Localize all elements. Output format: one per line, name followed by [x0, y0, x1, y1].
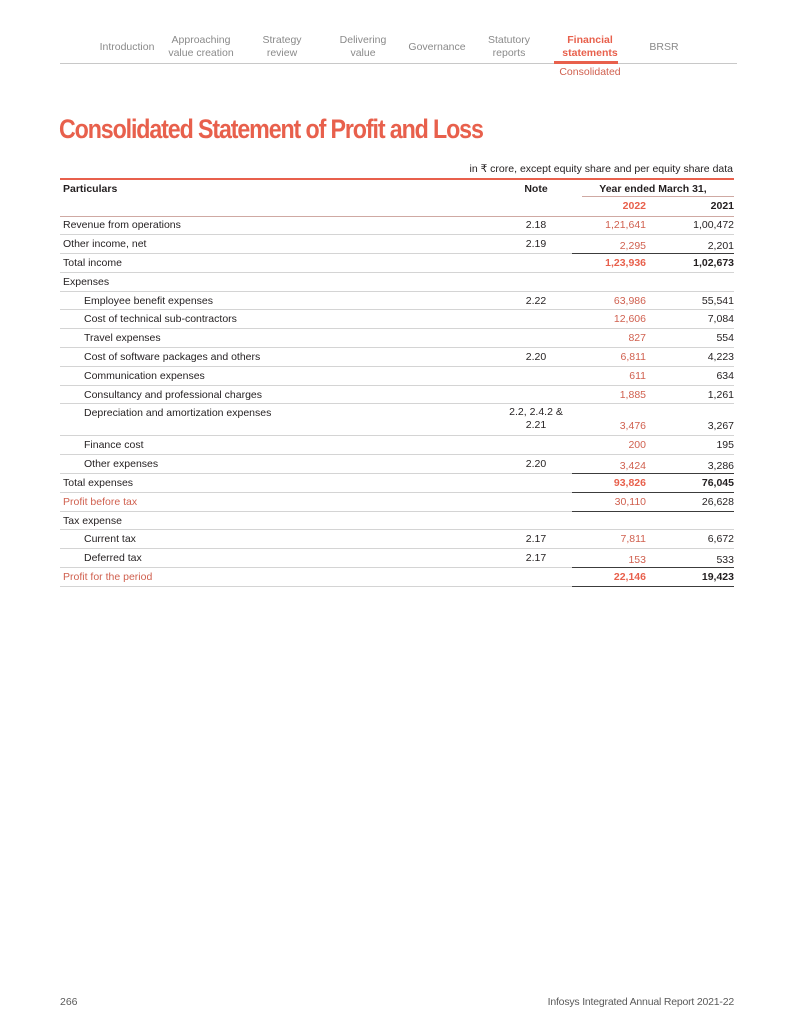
table-row — [60, 549, 734, 568]
row-label: Finance cost — [60, 436, 500, 455]
row-value-2021: 7,084 — [654, 310, 734, 329]
row-value-2022: 153 — [572, 549, 654, 568]
year-group-rule — [582, 196, 734, 197]
nav-label: value — [350, 46, 376, 59]
row-note: 2.17 — [500, 530, 572, 549]
table-row — [60, 348, 734, 367]
nav-statutory-reports[interactable] — [488, 34, 530, 59]
row-value-2021: 1,261 — [654, 385, 734, 404]
row-note: 2.17 — [500, 549, 572, 568]
table-subheader-row — [60, 197, 734, 216]
active-tab-indicator — [554, 61, 618, 64]
year-group-label: Year ended March 31, — [599, 182, 707, 195]
table-row-total-income — [60, 254, 734, 273]
table-row — [60, 455, 734, 474]
row-note — [500, 329, 572, 348]
row-note — [500, 568, 572, 587]
nav-financial-statements[interactable] — [562, 34, 617, 59]
nav-strategy-review[interactable] — [262, 34, 301, 59]
row-value-2022: 22,146 — [572, 568, 654, 587]
row-label: Profit for the period — [60, 568, 500, 587]
profit-and-loss-table — [60, 178, 734, 587]
nav-delivering-value[interactable] — [340, 34, 387, 59]
row-value-2022: 1,21,641 — [572, 216, 654, 235]
row-label: Current tax — [60, 530, 500, 549]
nav-label: Delivering — [339, 34, 387, 46]
row-value-2021: 3,267 — [654, 404, 734, 436]
row-value-2021: 554 — [654, 329, 734, 348]
row-value-2022: 2,295 — [572, 235, 654, 254]
row-label: Total income — [60, 254, 500, 273]
table-row — [60, 235, 734, 254]
row-note — [500, 404, 572, 436]
nav-label: reports — [492, 46, 526, 59]
table-row-section-expenses — [60, 272, 734, 291]
nav-brsr[interactable] — [649, 41, 678, 54]
header-note: Note — [500, 179, 572, 197]
nav-introduction[interactable] — [100, 41, 155, 54]
row-value-2022: 7,811 — [572, 530, 654, 549]
note-line-1: 2.2, 2.4.2 & — [509, 406, 563, 419]
row-label: Profit before tax — [60, 492, 500, 511]
row-label: Other expenses — [60, 455, 500, 474]
note-line-2: 2.21 — [525, 419, 547, 432]
row-note — [500, 272, 572, 291]
page-number: 266 — [60, 996, 78, 1008]
table-row — [60, 310, 734, 329]
nav-sub-consolidated[interactable]: Consolidated — [559, 66, 621, 78]
row-note — [500, 254, 572, 273]
row-note: 2.22 — [500, 291, 572, 310]
row-label: Expenses — [60, 272, 500, 291]
header-blank — [500, 197, 572, 216]
row-note: 2.18 — [500, 216, 572, 235]
row-label: Travel expenses — [60, 329, 500, 348]
table-row-total-expenses — [60, 474, 734, 493]
row-value-2021: 26,628 — [654, 492, 734, 511]
table-row — [60, 329, 734, 348]
row-value-2021: 195 — [654, 436, 734, 455]
nav-label: Statutory — [487, 34, 531, 46]
row-value-2021: 4,223 — [654, 348, 734, 367]
row-value-2021: 19,423 — [654, 568, 734, 587]
row-note: 2.19 — [500, 235, 572, 254]
nav-label: Financial — [567, 34, 613, 46]
table-row — [60, 366, 734, 385]
row-note — [500, 474, 572, 493]
table-row-profit-before-tax — [60, 492, 734, 511]
row-note — [500, 385, 572, 404]
row-value-2022: 3,476 — [572, 404, 654, 436]
header-year-2021: 2021 — [654, 197, 734, 216]
table-row — [60, 216, 734, 235]
row-note — [500, 310, 572, 329]
row-value-2022 — [572, 511, 654, 530]
row-value-2022: 827 — [572, 329, 654, 348]
table-row — [60, 530, 734, 549]
header-year-group — [572, 179, 734, 197]
row-note — [500, 511, 572, 530]
header-year-2022: 2022 — [572, 197, 654, 216]
nav-governance[interactable] — [408, 41, 465, 54]
row-value-2022: 200 — [572, 436, 654, 455]
header-particulars: Particulars — [60, 179, 500, 197]
row-label: Revenue from operations — [60, 216, 500, 235]
row-value-2022: 3,424 — [572, 455, 654, 474]
row-value-2021: 76,045 — [654, 474, 734, 493]
row-value-2022: 63,986 — [572, 291, 654, 310]
row-label: Tax expense — [60, 511, 500, 530]
row-note: 2.20 — [500, 455, 572, 474]
table-row — [60, 404, 734, 436]
report-title: Infosys Integrated Annual Report 2021-22 — [547, 996, 734, 1008]
nav-label: review — [266, 46, 298, 59]
nav-label: Introduction — [99, 41, 155, 53]
table-header-row — [60, 179, 734, 197]
row-label: Employee benefit expenses — [60, 291, 500, 310]
row-value-2021: 1,02,673 — [654, 254, 734, 273]
row-label: Deferred tax — [60, 549, 500, 568]
row-note — [500, 436, 572, 455]
row-value-2021: 634 — [654, 366, 734, 385]
row-value-2022: 611 — [572, 366, 654, 385]
table-row — [60, 385, 734, 404]
unit-note: in ₹ crore, except equity share and per equity share data — [469, 163, 733, 175]
row-value-2021: 55,541 — [654, 291, 734, 310]
row-value-2021: 1,00,472 — [654, 216, 734, 235]
nav-label: statements — [562, 46, 618, 59]
row-value-2022: 1,23,936 — [572, 254, 654, 273]
page-title: Consolidated Statement of Profit and Loss — [59, 114, 483, 144]
row-label: Total expenses — [60, 474, 500, 493]
row-value-2021 — [654, 511, 734, 530]
row-label: Cost of technical sub-contractors — [60, 310, 500, 329]
nav-label: Strategy — [262, 34, 302, 46]
table-row-section-tax-expense — [60, 511, 734, 530]
row-label: Other income, net — [60, 235, 500, 254]
row-note — [500, 492, 572, 511]
row-label: Communication expenses — [60, 366, 500, 385]
nav-approaching-value-creation[interactable] — [168, 34, 233, 59]
table-row — [60, 436, 734, 455]
row-value-2021 — [654, 272, 734, 291]
row-value-2021: 2,201 — [654, 235, 734, 254]
header-blank — [60, 197, 500, 216]
row-note: 2.20 — [500, 348, 572, 367]
nav-label: BRSR — [649, 41, 679, 53]
nav-label: value creation — [168, 46, 234, 59]
row-value-2022: 12,606 — [572, 310, 654, 329]
table-row-profit-for-period — [60, 568, 734, 587]
section-navigation — [60, 34, 737, 64]
row-label: Depreciation and amortization expenses — [60, 404, 500, 436]
row-value-2022: 93,826 — [572, 474, 654, 493]
row-value-2021: 533 — [654, 549, 734, 568]
row-value-2022: 30,110 — [572, 492, 654, 511]
nav-label: Approaching — [171, 34, 231, 46]
nav-label: Governance — [408, 41, 466, 53]
row-value-2022 — [572, 272, 654, 291]
table-row — [60, 291, 734, 310]
row-label: Consultancy and professional charges — [60, 385, 500, 404]
row-value-2022: 1,885 — [572, 385, 654, 404]
row-value-2021: 6,672 — [654, 530, 734, 549]
row-label: Cost of software packages and others — [60, 348, 500, 367]
row-note — [500, 366, 572, 385]
row-value-2021: 3,286 — [654, 455, 734, 474]
row-value-2022: 6,811 — [572, 348, 654, 367]
